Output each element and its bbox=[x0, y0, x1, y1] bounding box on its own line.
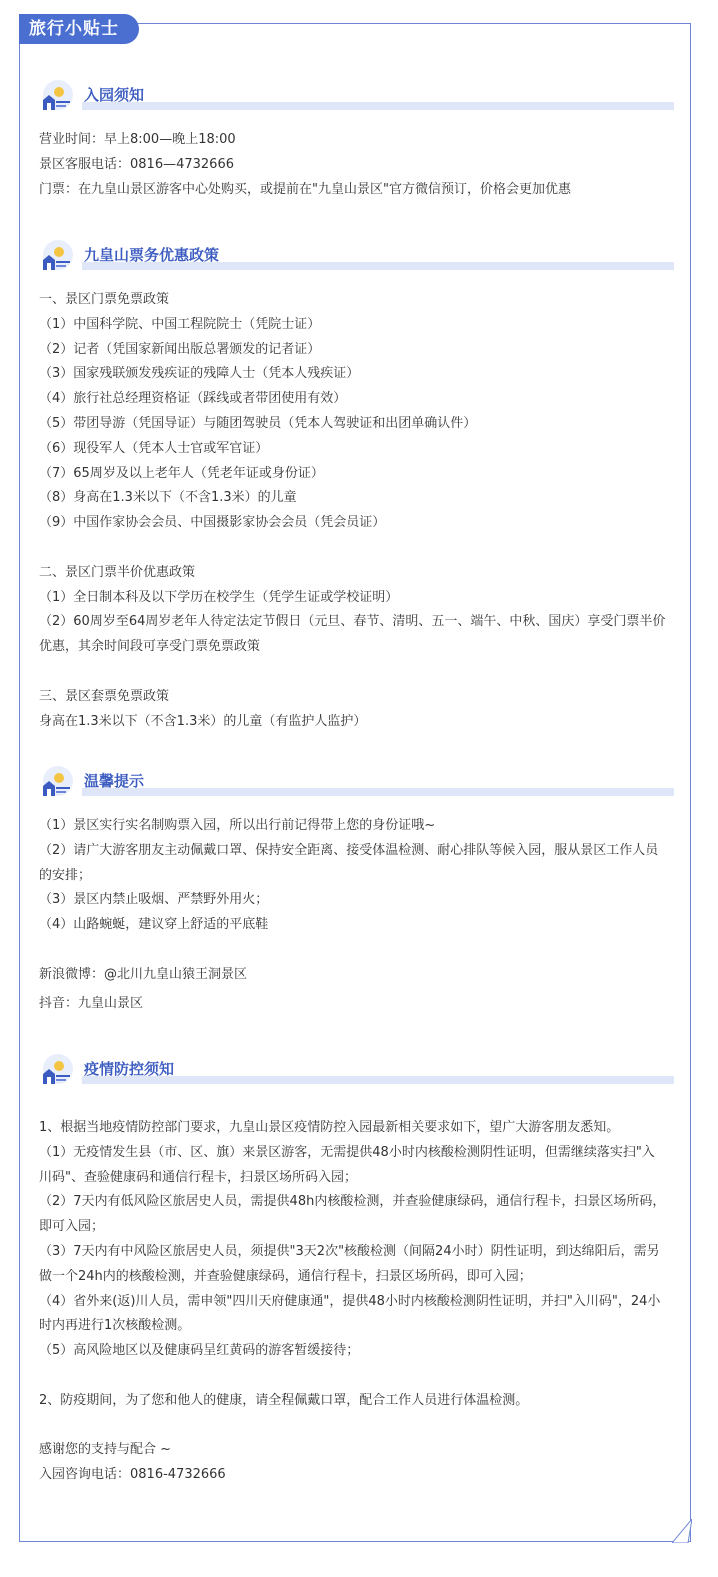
house-sun-logo-icon bbox=[38, 764, 74, 800]
page-title: 旅行小贴士 bbox=[19, 14, 139, 44]
text-line: 2、防疫期间，为了您和他人的健康，请全程佩戴口罩，配合工作人员进行体温检测。 bbox=[39, 1392, 529, 1408]
text-line: （4）省外来(返)川人员，需申领"四川天府健康通"，提供48小时内核酸检测阴性证明，并扫"入川码"，24小时内再进行1次核酸检测。 bbox=[39, 1293, 661, 1334]
text-line: （3）7天内有中风险区旅居史人员，须提供"3天2次"核酸检测（间隔24小时）阴性证明，到达绵阳后，需另做一个24h内的核酸检测，并查验健康绿码，通信行程卡，扫景区场所码，即可入园； bbox=[39, 1243, 660, 1284]
text-line: （2）7天内有低风险区旅居史人员，需提供48h内核酸检测，并查验健康绿码，通信行程卡，扫景区场所码，即可入园； bbox=[39, 1194, 666, 1235]
text-line: 身高在1.3米以下（不含1.3米）的儿童（有监护人监护） bbox=[39, 713, 367, 729]
section-underline bbox=[82, 788, 674, 796]
page-corner-icon bbox=[672, 1519, 692, 1543]
contact-phone: 入园咨询电话：0816-4732666 bbox=[39, 1467, 226, 1483]
text-line: 一、景区门票免票政策 bbox=[39, 292, 170, 307]
section-header-ticket-policy bbox=[38, 238, 674, 274]
text-line: 景区客服电话：0816—4732666 bbox=[39, 156, 234, 172]
section-body-ticket-policy bbox=[39, 288, 667, 734]
text-line: （9）中国作家协会会员、中国摄影家协会会员（凭会员证） bbox=[39, 515, 386, 531]
house-sun-logo-icon bbox=[38, 1052, 74, 1088]
section-header-epidemic bbox=[38, 1052, 674, 1088]
text-line: （8）身高在1.3米以下（不含1.3米）的儿童 bbox=[39, 490, 297, 506]
section-header-entry bbox=[38, 78, 674, 114]
text-line: （7）65周岁及以上老年人（凭老年证或身份证） bbox=[39, 465, 324, 481]
text-line: （3）国家残联颁发残疾证的残障人士（凭本人残疾证） bbox=[39, 366, 360, 382]
section-header-tips bbox=[38, 764, 674, 800]
text-line: （1）中国科学院、中国工程院院士（凭院士证） bbox=[39, 316, 321, 332]
text-line: （1）无疫情发生县（市、区、旗）来景区游客，无需提供48小时内核酸检测阴性证明，但需继续落实扫"入川码"、查验健康码和通信行程卡，扫景区场所码入园； bbox=[39, 1144, 655, 1185]
section-title: 九皇山票务优惠政策 bbox=[84, 246, 220, 264]
weibo-text: 新浪微博：@北川九皇山猿王洞景区 bbox=[39, 966, 248, 982]
text-line: 二、景区门票半价优惠政策 bbox=[39, 564, 196, 580]
text-line: 感谢您的支持与配合 ~ bbox=[39, 1442, 172, 1458]
text-line: （6）现役军人（凭本人士官或军官证） bbox=[39, 440, 269, 456]
text-line: （1）全日制本科及以下学历在校学生（凭学生证或学校证明） bbox=[39, 589, 399, 605]
douyin-text: 抖音：九皇山景区 bbox=[39, 995, 144, 1011]
house-sun-logo-icon bbox=[38, 238, 74, 274]
section-title: 疫情防控须知 bbox=[84, 1060, 175, 1078]
text-line: 营业时间：早上8:00—晚上18:00 bbox=[39, 132, 236, 147]
section-title: 入园须知 bbox=[84, 86, 145, 104]
section-title: 温馨提示 bbox=[84, 772, 145, 790]
section-body-entry bbox=[39, 128, 667, 202]
text-line: （3）景区内禁止吸烟、严禁野外用火； bbox=[39, 892, 269, 908]
text-line: 三、景区套票免票政策 bbox=[39, 688, 170, 704]
text-line: 门票：在九皇山景区游客中心处购买，或提前在"九皇山景区"官方微信预订，价格会更加优惠 bbox=[39, 181, 571, 197]
section-body-tips bbox=[39, 814, 667, 1016]
text-line: （4）山路蜿蜒，建议穿上舒适的平底鞋 bbox=[39, 917, 269, 933]
text-line: （1）景区实行实名制购票入园，所以出行前记得带上您的身份证哦~ bbox=[39, 818, 436, 833]
section-underline bbox=[82, 102, 674, 110]
text-line: （2）记者（凭国家新闻出版总署颁发的记者证） bbox=[39, 341, 321, 357]
text-line: （5）带团导游（凭国导证）与随团驾驶员（凭本人驾驶证和出团单确认件） bbox=[39, 415, 477, 431]
section-body-epidemic bbox=[39, 1116, 667, 1488]
text-line: （5）高风险地区以及健康码呈红黄码的游客暂缓接待； bbox=[39, 1343, 360, 1359]
text-line: （2）60周岁至64周岁老年人待定法定节假日（元旦、春节、清明、五一、端午、中秋、国庆）享受门票半价优惠，其余时间段可享受门票免票政策 bbox=[39, 614, 666, 655]
text-line: （2）请广大游客朋友主动佩戴口罩、保持安全距离、接受体温检测、耐心排队等候入园，服从景区工作人员的安排； bbox=[39, 842, 659, 883]
house-sun-logo-icon bbox=[38, 78, 74, 114]
text-line: （4）旅行社总经理资格证（踩线或者带团使用有效） bbox=[39, 391, 347, 407]
text-line: 1、根据当地疫情防控部门要求，九皇山景区疫情防控入园最新相关要求如下，望广大游客朋友悉知。 bbox=[39, 1120, 620, 1135]
